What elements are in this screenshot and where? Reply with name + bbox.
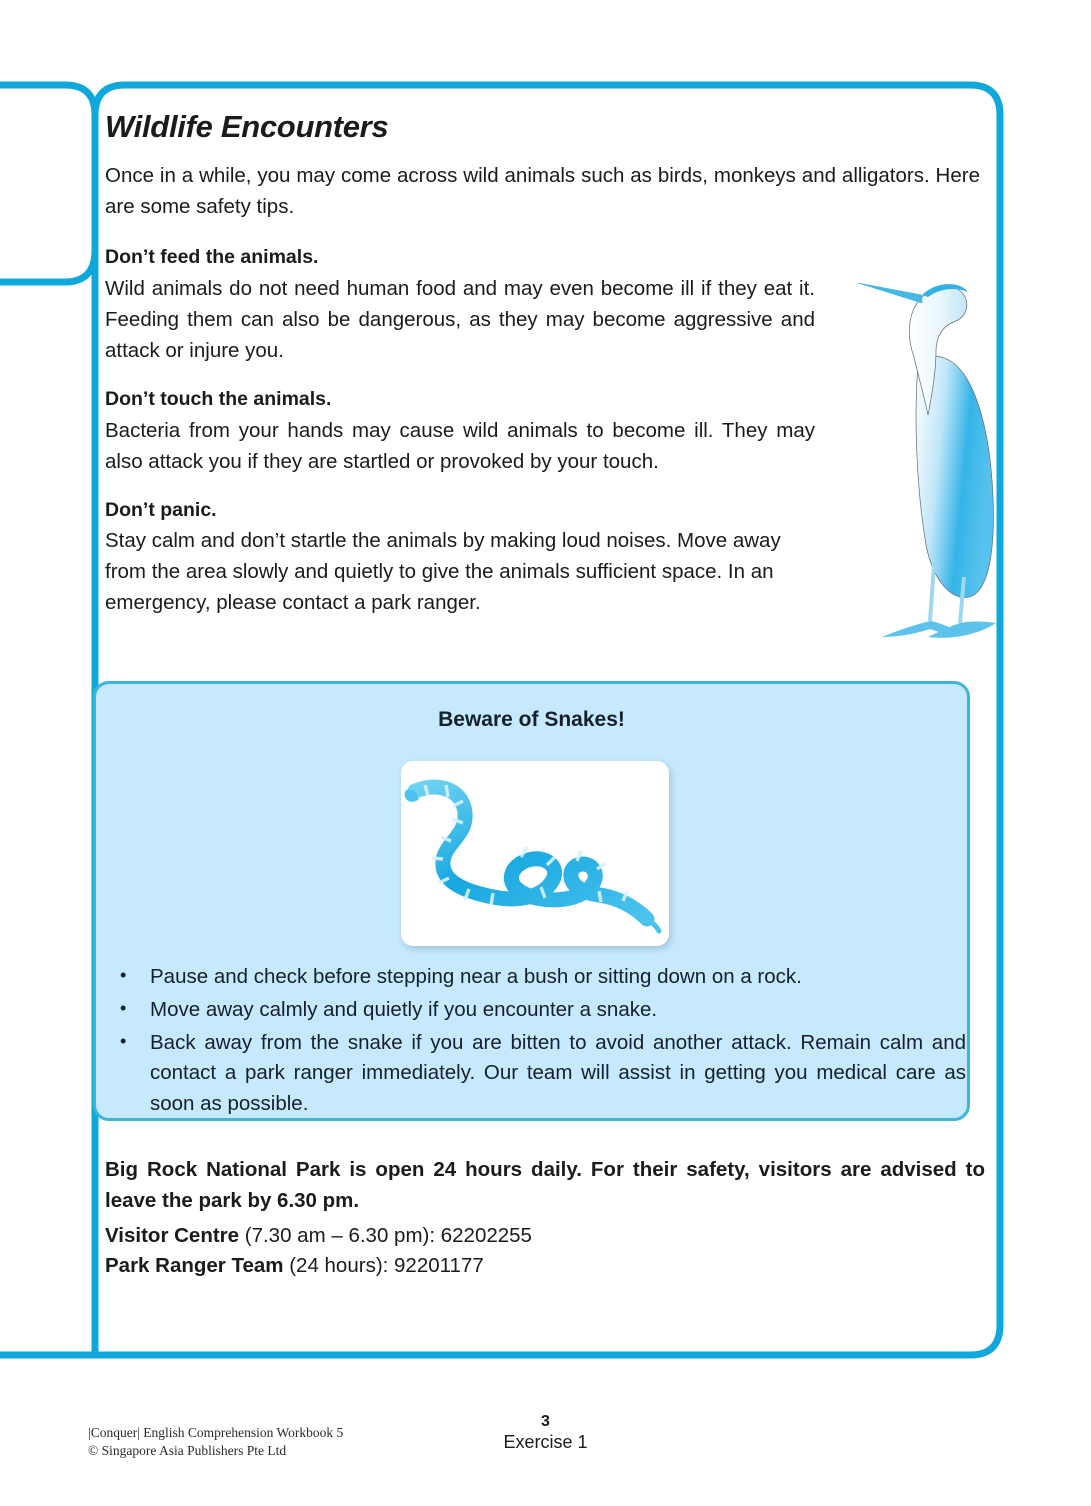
snake-illustration: [401, 761, 669, 946]
park-ranger-label: Park Ranger Team: [105, 1254, 284, 1278]
list-item-text: Pause and check before stepping near a bush or sitting down on a rock.: [150, 965, 802, 988]
list-item-text: Back away from the snake if you are bitten to avoid another attack. Remain calm and contact a park ranger immediately. Our team will assist in getting you medical care as soon as possible.: [150, 1030, 966, 1115]
park-information-block: [105, 1155, 985, 1282]
visitor-centre-contact: [105, 1221, 985, 1252]
tip-block-touch: [105, 386, 815, 477]
park-ranger-contact: [105, 1251, 985, 1282]
list-item: [104, 995, 966, 1026]
park-hours-statement: Big Rock National Park is open 24 hours daily. For their safety, visitors are advised to leave the park by 6.30 pm.: [105, 1158, 985, 1212]
heron-beak: [858, 283, 922, 303]
bullet-marker: •: [120, 997, 127, 1018]
page-title: Wildlife Encounters: [105, 109, 389, 144]
bullet-marker: •: [120, 965, 127, 985]
footer-book-title: |Conquer| English Comprehension Workbook 5: [88, 1425, 344, 1440]
tip-heading: Don’t feed the animals.: [105, 246, 319, 269]
snake-panel-title: Beware of Snakes!: [438, 708, 625, 731]
tip-body: Wild animals do not need human food and may even become ill if they eat it. Feeding them can also be dangerous, as they may become aggressive and attack or injure you.: [105, 276, 815, 363]
tip-heading: Don’t panic.: [105, 498, 217, 521]
snake-body: [415, 787, 647, 919]
park-ranger-detail: (24 hours): 92201177: [283, 1254, 484, 1278]
visitor-centre-detail: (7.30 am – 6.30 pm): 62202255: [239, 1223, 532, 1247]
left-tab-notch: [0, 85, 95, 282]
list-item-text: Move away calmly and quietly if you encounter a snake.: [150, 997, 658, 1021]
tip-heading: Don’t touch the animals.: [105, 388, 332, 411]
heron-illustration: [856, 265, 1036, 660]
visitor-centre-label: Visitor Centre: [105, 1223, 240, 1247]
tip-body: Stay calm and don’t startle the animals by making loud noises. Move away from the area slowly and quietly to give the animals sufficient space. In an emergency, please contact a park ranger.: [105, 529, 781, 615]
footer-pagination: [0, 1412, 1091, 1454]
tip-block-panic: [105, 497, 815, 619]
page-number: 3: [541, 1413, 550, 1430]
list-item: [104, 1028, 966, 1120]
tip-block-feed: [105, 244, 815, 366]
tip-body: Bacteria from your hands may cause wild animals to become ill. They may also attack you if they are startled or provoked by your touch.: [105, 418, 815, 473]
snake-safety-bullet-list: [104, 962, 966, 1122]
bullet-marker: •: [120, 1030, 127, 1051]
article-intro-paragraph: Once in a while, you may come across wild animals such as birds, monkeys and alligators. Here are some safety tips.: [105, 164, 980, 219]
snake-warning-panel: [93, 681, 970, 1121]
snake-image-card: [401, 761, 669, 946]
footer-copyright: © Singapore Asia Publishers Pte Ltd: [88, 1443, 287, 1459]
exercise-label: Exercise 1: [503, 1432, 588, 1453]
list-item: [104, 962, 966, 993]
